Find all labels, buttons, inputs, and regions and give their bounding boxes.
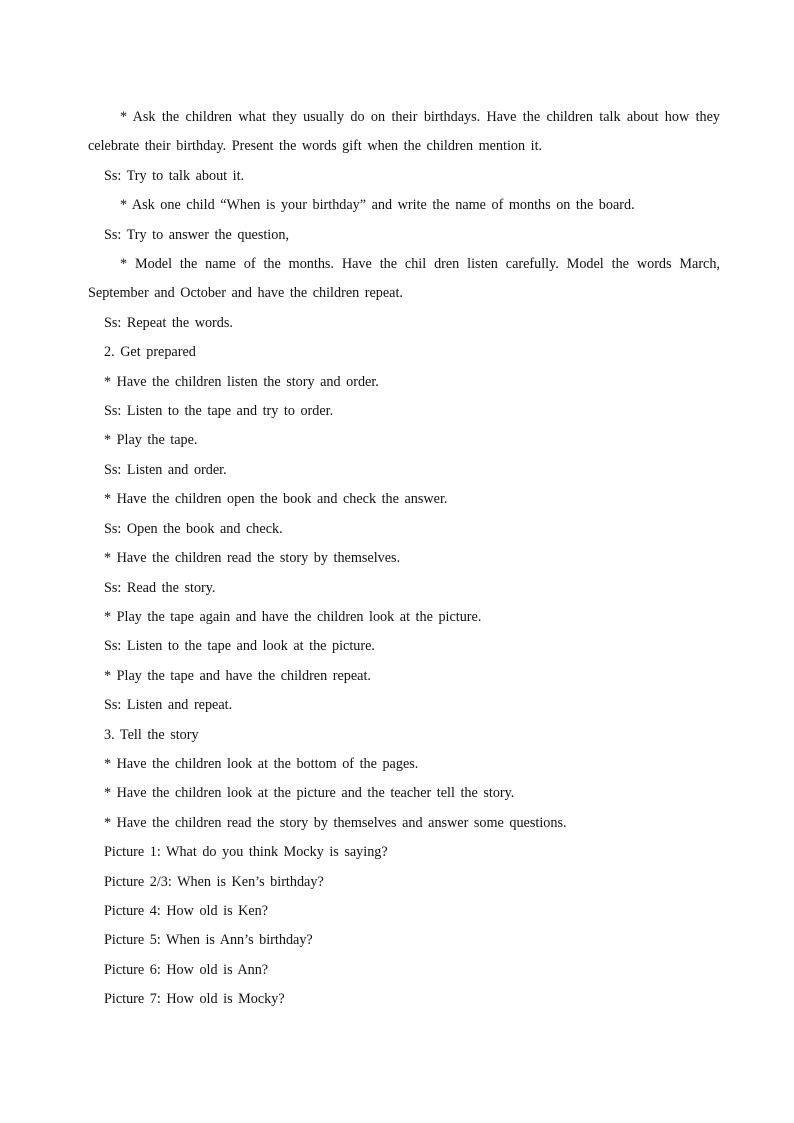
paragraph-answer-questions: * Have the children read the story by themselves and answer some questions. [104,814,567,831]
paragraph-play-tape: * Play the tape. [104,432,198,449]
paragraph-listen-order: * Have the children listen the story and order. [104,373,379,390]
paragraph-model-months: * Model the name of the months. Have the chil dren listen carefully. Model the words March, September and October and have the children repeat. [88,256,720,302]
question-picture-7: Picture 7: How old is Mocky? [104,991,285,1008]
paragraph-ss-look-picture: Ss: Listen to the tape and look at the picture. [104,638,375,655]
paragraph-ss-talk: Ss: Try to talk about it. [104,167,245,184]
question-picture-4: Picture 4: How old is Ken? [104,902,269,919]
question-picture-5: Picture 5: When is Ann’s birthday? [104,932,313,949]
question-picture-2-3: Picture 2/3: When is Ken’s birthday? [104,873,324,890]
paragraph-ask-one-child: * Ask one child “When is your birthday” and write the name of months on the board. [120,197,635,214]
paragraph-ss-listen-repeat: Ss: Listen and repeat. [104,697,233,714]
section-heading-get-prepared: 2. Get prepared [104,344,196,361]
paragraph-ss-listen-and-order: Ss: Listen and order. [104,461,227,478]
paragraph-ss-repeat-words: Ss: Repeat the words. [104,314,233,331]
paragraph-ask-birthdays: * Ask the children what they usually do on their birthdays. Have the children talk about how they celebrate their birthday. Present the words gift when the children mention it. [88,109,720,155]
question-picture-6: Picture 6: How old is Ann? [104,961,269,978]
paragraph-ss-listen-order: Ss: Listen to the tape and try to order. [104,403,334,420]
paragraph-play-tape-again: * Play the tape again and have the children look at the picture. [104,608,482,625]
paragraph-play-tape-repeat: * Play the tape and have the children repeat. [104,667,371,684]
paragraph-ss-answer: Ss: Try to answer the question, [104,226,289,243]
paragraph-look-bottom: * Have the children look at the bottom of the pages. [104,755,419,772]
paragraph-open-book: * Have the children open the book and check the answer. [104,491,448,508]
paragraph-read-story: * Have the children read the story by themselves. [104,550,401,567]
question-picture-1: Picture 1: What do you think Mocky is saying? [104,844,388,861]
paragraph-ss-open-book: Ss: Open the book and check. [104,520,283,537]
paragraph-teacher-tell: * Have the children look at the picture and the teacher tell the story. [104,785,515,802]
paragraph-ss-read-story: Ss: Read the story. [104,579,216,596]
document-body [88,103,720,1015]
section-heading-tell-story: 3. Tell the story [104,726,199,743]
